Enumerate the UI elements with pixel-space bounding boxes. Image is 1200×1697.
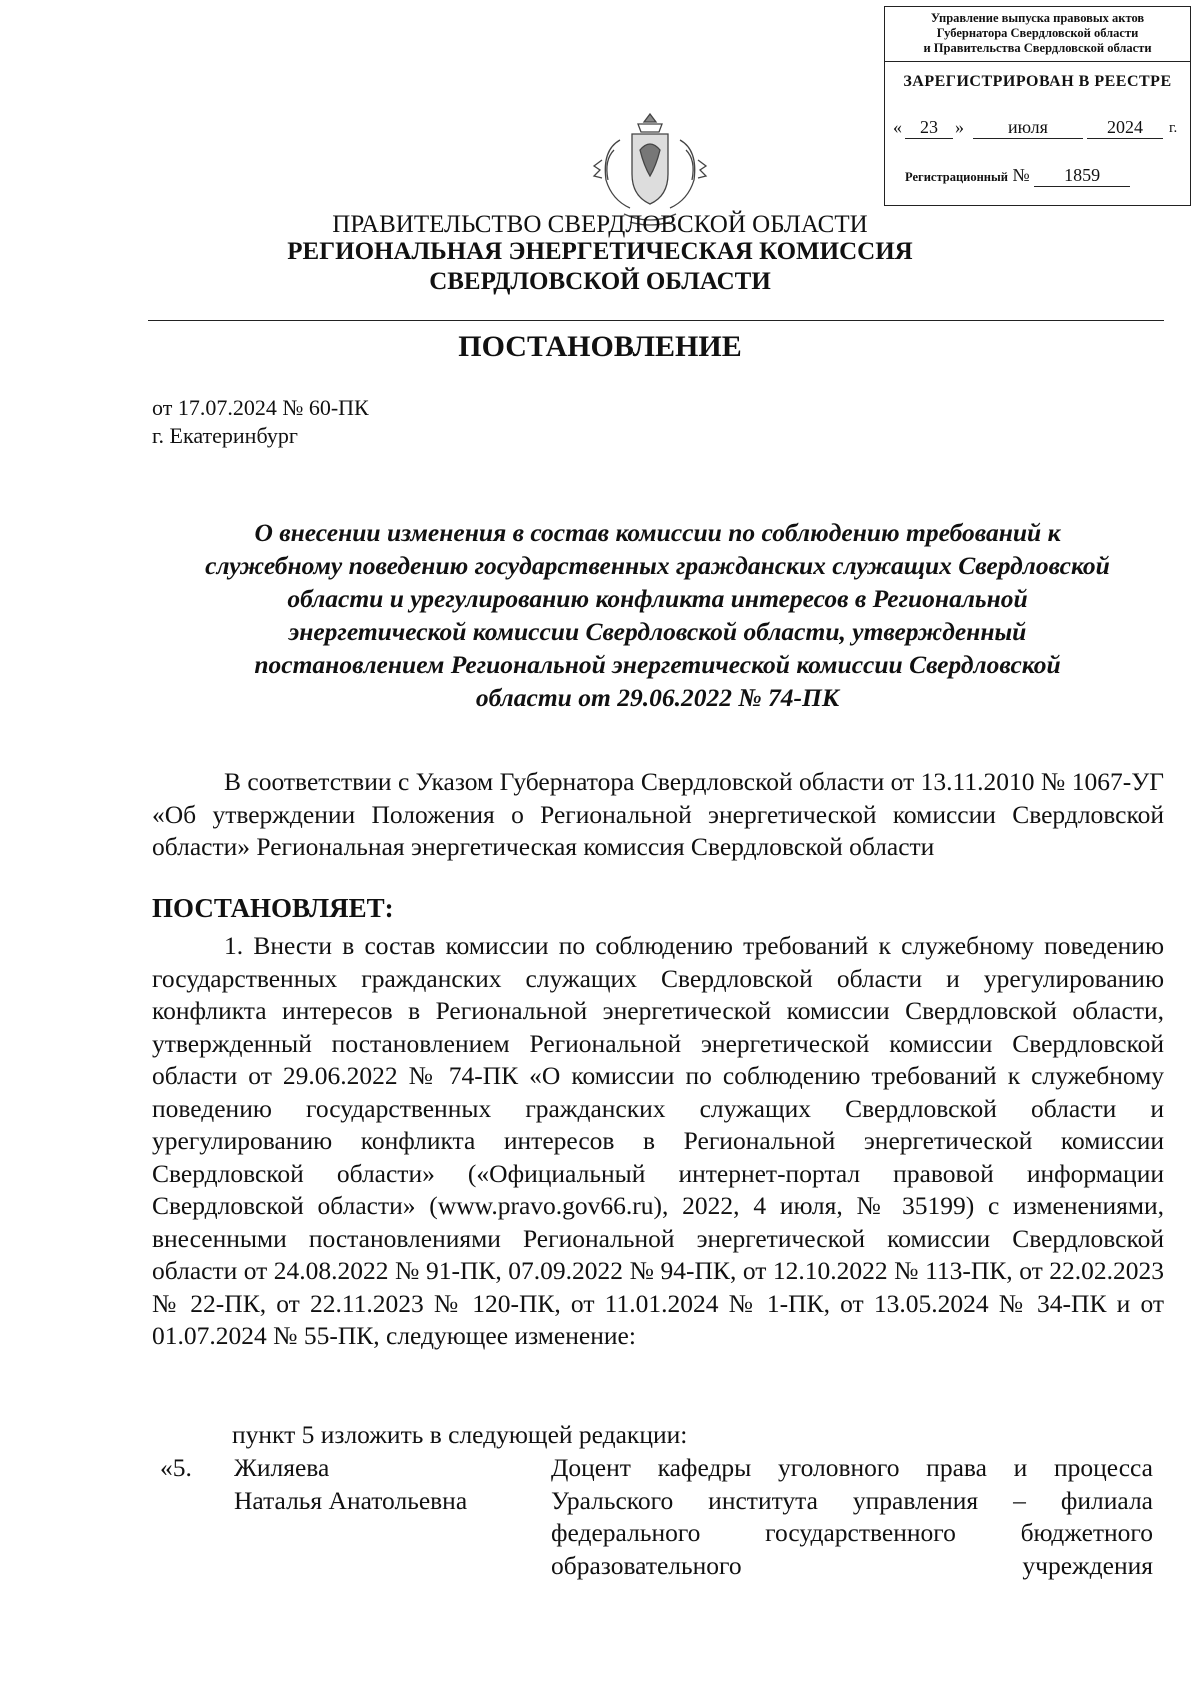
row-name (234, 1452, 467, 1517)
stamp-day: 23 (905, 117, 953, 139)
header-divider (148, 320, 1164, 321)
commission-name-line1: РЕГИОНАЛЬНАЯ ЭНЕРГЕТИЧЕСКАЯ КОМИССИЯ (287, 238, 913, 265)
preamble-paragraph: В соответствии с Указом Губернатора Свердловской области от 13.11.2010 № 1067-УГ «Об утверждении Положения о Региональной энергетической комиссии Свердловской области» Региональная энергетическая комиссия Свердловской области (152, 767, 1164, 861)
row-name-given: Наталья Анатольевна (234, 1485, 468, 1515)
registration-stamp (884, 6, 1191, 206)
stamp-header-line: Губернатора Свердловской области (936, 26, 1139, 40)
document-date-number: от 17.07.2024 № 60-ПК (152, 395, 369, 420)
document-city: г. Екатеринбург (152, 423, 298, 448)
item-1-subparagraph: пункт 5 изложить в следующей редакции: (232, 1420, 688, 1449)
document-type: ПОСТАНОВЛЕНИЕ (458, 330, 742, 363)
commission-name-line2: СВЕРДЛОВСКОЙ ОБЛАСТИ (429, 268, 771, 295)
stamp-quote-close: » (955, 117, 964, 137)
row-position: Доцент кафедры уголовного права и процесса Уральского института управления – филиала федерального государственного бюджетного образовательного учреждения (551, 1453, 1153, 1580)
item-1-paragraph: 1. Внести в состав комиссии по соблюдению требований к служебному поведению государственных гражданских служащих Свердловской области и урегулированию конфликта интересов в Региональной энергетической комиссии Свердловской области, утвержденный постановлением Региональной энергетической комиссии Свердловской области от 29.06.2022 № 74-ПК «О комиссии по соблюдению требований к служебному поведению государственных гражданских служащих Свердловской области и урегулированию конфликта интересов в Региональной энергетической комиссии Свердловской области» («Официальный интернет-портал правовой информации Свердловской области» (www.pravo.gov66.ru), 2022, 4 июля, № 35199) с изменениями, внесенными постановлениями Региональной энергетической комиссии Свердловской области от 24.08.2022 № 91-ПК, 07.09.2022 № 94-ПК, от 12.10.2022 № 113-ПК, от 22.02.2023 № 22-ПК, от 22.11.2023 № 120-ПК, от 11.01.2024 № 1-ПК, от 13.05.2024 № 34-ПК и от 01.07.2024 № 55-ПК, следующее изменение: (152, 931, 1164, 1350)
row-number: «5. (160, 1453, 192, 1482)
row-name-surname: Жиляева (234, 1453, 330, 1482)
stamp-reg-label: Регистрационный (905, 170, 1008, 184)
resolves-heading: ПОСТАНОВЛЯЕТ: (152, 893, 394, 923)
stamp-quote-open: « (893, 117, 902, 137)
stamp-reg-number-row (905, 165, 1130, 187)
stamp-reg-number: 1859 (1034, 165, 1130, 187)
document-subject: О внесении изменения в состав комиссии по соблюдению требований к служебному поведению государственных гражданских служащих Свердловской области и урегулированию конфликта интересов в Региональной энергетической комиссии Свердловской области, утвержденный постановлением Региональной энергетической комиссии Свердловской области от 29.06.2022 № 74-ПК (205, 518, 1110, 712)
stamp-header (885, 7, 1190, 62)
stamp-num-sign: № (1012, 165, 1030, 185)
stamp-registered: ЗАРЕГИСТРИРОВАН В РЕЕСТРЕ (903, 73, 1172, 90)
stamp-month: июля (973, 117, 1083, 139)
stamp-year-suffix: г. (1169, 120, 1178, 136)
stamp-header-line: Управление выпуска правовых актов (930, 11, 1145, 25)
stamp-year: 2024 (1087, 117, 1163, 139)
stamp-header-line: и Правительства Свердловской области (923, 41, 1152, 55)
government-name: ПРАВИТЕЛЬСТВО СВЕРДЛОВСКОЙ ОБЛАСТИ (332, 211, 868, 238)
